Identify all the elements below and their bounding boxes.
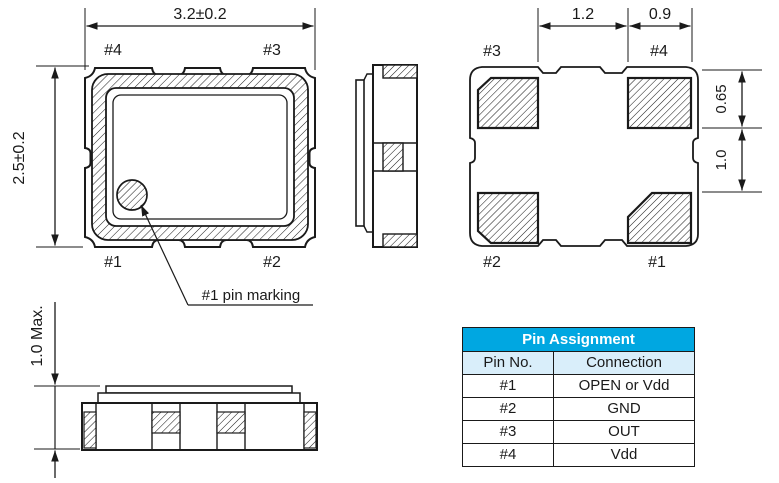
- table-row: [463, 398, 695, 421]
- pin-connection: OPEN or Vdd: [554, 375, 695, 398]
- table-row: [463, 421, 695, 444]
- bottom-view: [470, 6, 762, 271]
- pin-connection: Vdd: [554, 444, 695, 467]
- pad-gap-dim: 1.2: [571, 6, 595, 23]
- table-title: Pin Assignment: [463, 328, 695, 352]
- height-max-dim: 1.0 Max.: [29, 305, 46, 367]
- pin-number: #1: [463, 375, 554, 398]
- front-body: [82, 403, 317, 450]
- pin-label-top-right: #4: [650, 43, 668, 60]
- pin1-marking-label: #1 pin marking: [201, 287, 301, 304]
- pin-number: #3: [463, 421, 554, 444]
- pad-pin3: [478, 78, 538, 128]
- top-view: [11, 6, 315, 305]
- front-castellation-hatch: [152, 412, 180, 433]
- pad-pitch-dim: 1.0: [713, 149, 730, 171]
- side-top-pad-hatch: [383, 65, 417, 78]
- side-view: [356, 65, 417, 247]
- top-width-dim: 3.2±0.2: [173, 6, 227, 23]
- side-mid-pad-hatch: [383, 143, 403, 171]
- pin-label-bottom-right: #2: [263, 254, 281, 271]
- top-height-dim: 2.5±0.2: [11, 131, 28, 185]
- pin-label-bottom-left: #2: [483, 254, 501, 271]
- pin-label-bottom-right: #1: [648, 254, 666, 271]
- pad-pin4: [628, 78, 691, 128]
- side-lid-step: [364, 74, 373, 232]
- front-lid-base: [98, 393, 300, 403]
- pin-label-bottom-left: #1: [104, 254, 122, 271]
- side-bottom-pad-hatch: [383, 234, 417, 247]
- pin-label-top-left: #4: [104, 42, 122, 59]
- front-castellation-hatch: [217, 412, 245, 433]
- pin1-marking-circle: [117, 180, 147, 210]
- table-row: [463, 444, 695, 467]
- pin-label-top-right: #3: [263, 42, 281, 59]
- table-row: [463, 375, 695, 398]
- pin-connection: GND: [554, 398, 695, 421]
- pin-assignment-table: [462, 327, 694, 467]
- pin-number: #2: [463, 398, 554, 421]
- pad-height-dim: 0.65: [713, 84, 730, 114]
- pin-label-top-left: #3: [483, 43, 501, 60]
- pad-width-dim: 0.9: [648, 6, 672, 23]
- front-lid-top: [106, 386, 292, 393]
- pin-number: #4: [463, 444, 554, 467]
- front-view: [29, 302, 317, 478]
- pin-connection: OUT: [554, 421, 695, 444]
- front-right-terminal-hatch: [304, 412, 316, 448]
- column-header-pin: Pin No.: [463, 352, 554, 375]
- front-left-terminal-hatch: [84, 412, 96, 448]
- side-lid: [356, 80, 364, 226]
- pad-pin2: [478, 193, 538, 243]
- column-header-connection: Connection: [554, 352, 695, 375]
